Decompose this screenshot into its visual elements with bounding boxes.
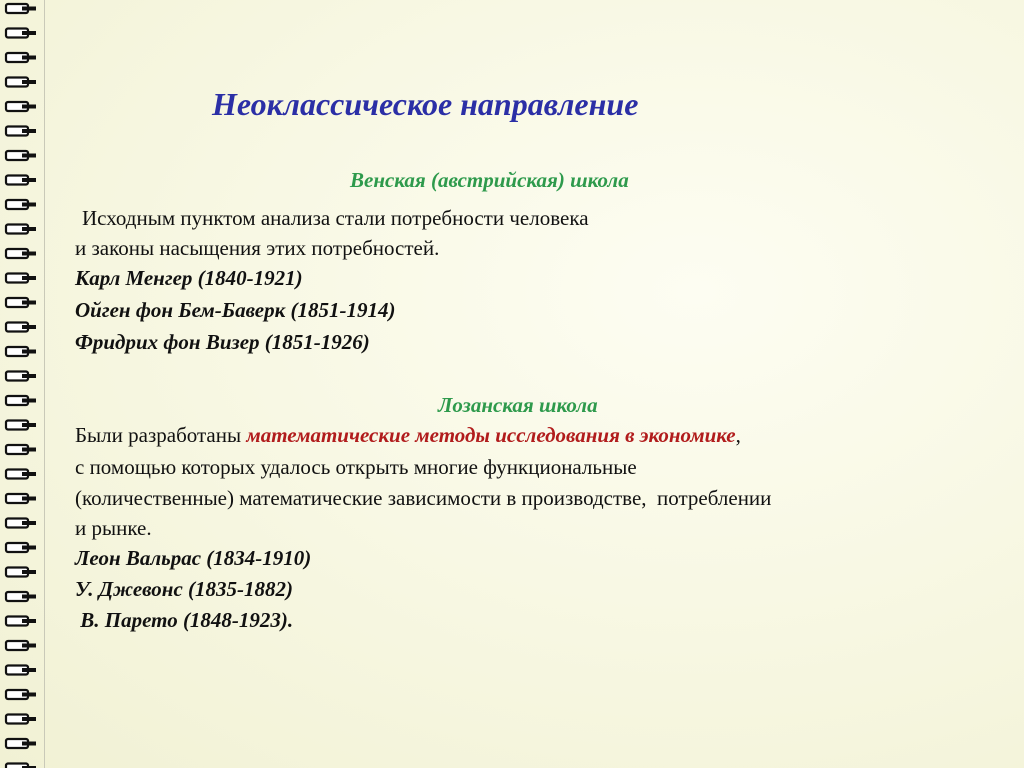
vienna-text-line: Исходным пунктом анализа стали потребности человека (82, 206, 589, 230)
lausanne-intro-suffix: , (735, 423, 741, 447)
economist-name: Карл Менгер (1840-1921) (75, 266, 303, 290)
vienna-school-heading: Венская (австрийская) школа (350, 168, 629, 192)
math-methods-highlight: математические методы исследования в экономике (246, 423, 736, 447)
vienna-text-line: и законы насыщения этих потребностей. (75, 236, 440, 260)
economist-name: Леон Вальрас (1834-1910) (75, 546, 312, 570)
lausanne-school-heading: Лозанская школа (438, 393, 598, 417)
lausanne-text-line: с помощью которых удалось открыть многие функциональные (75, 455, 637, 479)
slide-title: Неоклассическое направление (212, 86, 639, 122)
lausanne-text-line: и рынке. (75, 516, 152, 540)
lausanne-intro-prefix: Были разработаны (75, 423, 247, 447)
economist-name: Фридрих фон Визер (1851-1926) (75, 330, 370, 354)
lausanne-intro-line (75, 425, 741, 446)
lausanne-text-line: (количественные) математические зависимости в производстве, потреблении (75, 486, 772, 510)
economist-name: Ойген фон Бем-Баверк (1851-1914) (75, 298, 396, 322)
economist-name: У. Джевонс (1835-1882) (75, 577, 293, 601)
economist-name: В. Парето (1848-1923). (75, 608, 294, 632)
